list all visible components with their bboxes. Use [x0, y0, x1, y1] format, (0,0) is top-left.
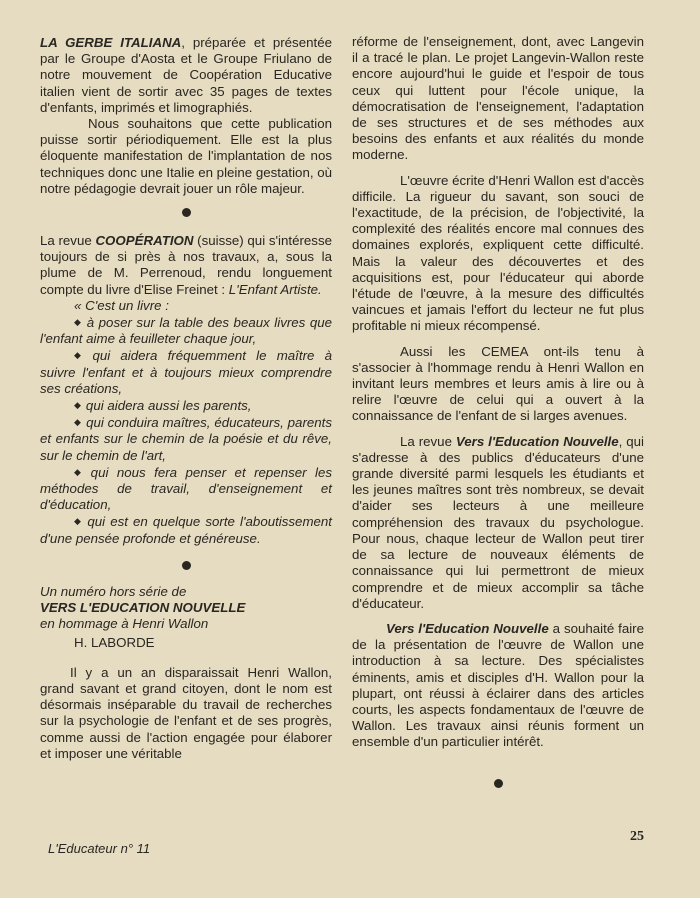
quote-intro: « C'est un livre :: [74, 297, 169, 313]
diamond-bullet-icon: ◆: [74, 417, 82, 428]
diamond-bullet-icon: ◆: [74, 466, 86, 477]
left-column: [40, 35, 332, 762]
presentation-paragraph: Vers l'Education Nouvelle a souhaité faire de la présentation de l'œuvre de Wallon une introduction à sa lecture. Des spécialistes éminents, amis et disciples d'H. Wallon pour la plupart, ont réussi à éclairer dans des articles courts, les aspects fondamentaux de l'œuvre de Wallon. Les travaux ainsi réunis forment un ensemble d'un particulier intérêt.: [352, 620, 644, 750]
publication-wish-paragraph: Nous souhaitons que cette publication puisse sortir périodiquement. Elle est la plus éloquente manifestation de l'implantation de nos techniques donc une Italie en pleine gestation, où notre pédagogie devrait jouer un rôle majeur.: [40, 116, 333, 196]
separator-dot: [182, 208, 191, 217]
gerbe-italiana-paragraph: LA GERBE ITALIANA, préparée et présentée par le Groupe d'Aosta et le Groupe Friulano de notre mouvement de Coopération Educative italien vient de sortir avec 35 pages de textes d'enfants, imprimés et limographiés.: [40, 35, 332, 115]
quote-item: ◆ qui conduira maîtres, éducateurs, parents et enfants sur le chemin de la poésie et du rêve, sur le chemin de l'art,: [40, 415, 333, 463]
page-number: 25: [630, 829, 644, 844]
wallon-intro-paragraph: Il y a un an disparaissait Henri Wallon, grand savant et grand citoyen, dont le nom est désormais inséparable du travail de recherches sur la psychologie de l'enfant et de ses progrès, comme aussi de l'action engagée pour élaborer et imposer une véritable: [40, 664, 332, 761]
diamond-bullet-icon: ◆: [74, 350, 88, 361]
cemea-paragraph: Aussi les CEMEA ont-ils tenu à s'associer à l'hommage rendu à Henri Wallon en invitant leurs membres et leurs amis à lire ou à relire l'œuvre de celui qui a ouvert à la connaissance de l'enfant de si larges avenues.: [352, 343, 644, 424]
right-column: [352, 34, 644, 788]
gerbe-italiana-title: LA GERBE ITALIANA: [40, 35, 182, 50]
issue-footer: L'Educateur n° 11: [48, 841, 151, 856]
wallon-work-paragraph: L'œuvre écrite d'Henri Wallon est d'accès difficile. La rigueur du savant, son souci de l'exactitude, de la précision, de l'objectivité, la complexité des réalités encore mal connues des domaines explorés, expliquent cette difficulté. Mais la valeur des découvertes et des acquisitions est, pour l'éducateur qui aborde l'étude de l'œuvre, à la mesure des difficultés vaincues et jamais l'effort du lecteur ne fut plus profitable ni mieux récompensé.: [352, 172, 644, 334]
reform-paragraph: réforme de l'enseignement, dont, avec Langevin il a tracé le plan. Le projet Langevin-Wallon reste encore aujourd'hui le guide et l'espoir de tous ceux qui luttent pour l'école unique, la démocratisation de l'enseignement, l'adaptation de ses structures et de ses méthodes aux besoins des enfants et aux réalités du monde moderne.: [352, 34, 644, 163]
separator-dot: [494, 779, 503, 788]
separator-dot: [182, 561, 191, 570]
quote-item: ◆ qui aidera aussi les parents,: [74, 398, 252, 414]
quote-item: ◆ qui aidera fréquemment le maître à suivre l'enfant et à toujours mieux comprendre ses créations,: [40, 348, 333, 396]
diamond-bullet-icon: ◆: [74, 400, 81, 411]
book-quote: [40, 298, 332, 547]
diamond-bullet-icon: ◆: [74, 317, 82, 328]
cooperation-review-paragraph: La revue COOPÉRATION (suisse) qui s'intéresse toujours de si près à nos travaux, a, sous la plume de M. Perrenoud, rendu longuement compte du livre d'Elise Freinet : L'Enfant Artiste.: [40, 233, 332, 297]
quote-item: ◆ qui nous fera penser et repenser les méthodes de travail, d'enseignement et d'éducation,: [40, 464, 332, 513]
special-issue-title: VERS L'EDUCATION NOUVELLE: [40, 600, 246, 616]
special-issue-subtitle: en hommage à Henri Wallon: [40, 616, 209, 632]
review-paragraph: La revue Vers l'Education Nouvelle, qui s'adresse à des publics d'éducateurs d'une grande diversité parmi lesquels les étudiants et les jeunes maîtres sont très nombreux, se devait d'aider ses lecteurs à une meilleure compréhension des travaux du psychologue. Pour nous, chaque lecteur de Wallon peut tirer de sa lecture de nouveaux éléments de connaissance qui lui permettront de mieux comprendre et de mieux accomplir sa tâche d'éducateur.: [352, 433, 644, 611]
diamond-bullet-icon: ◆: [74, 516, 83, 527]
quote-item: ◆ qui est en quelque sorte l'aboutissement d'une pensée profonde et généreuse.: [40, 514, 333, 546]
quote-item: ◆ à poser sur la table des beaux livres que l'enfant aime à feuilleter chaque jour,: [40, 315, 333, 347]
article-author: H. LABORDE: [74, 634, 155, 650]
special-issue-line: Un numéro hors série de: [40, 583, 187, 599]
